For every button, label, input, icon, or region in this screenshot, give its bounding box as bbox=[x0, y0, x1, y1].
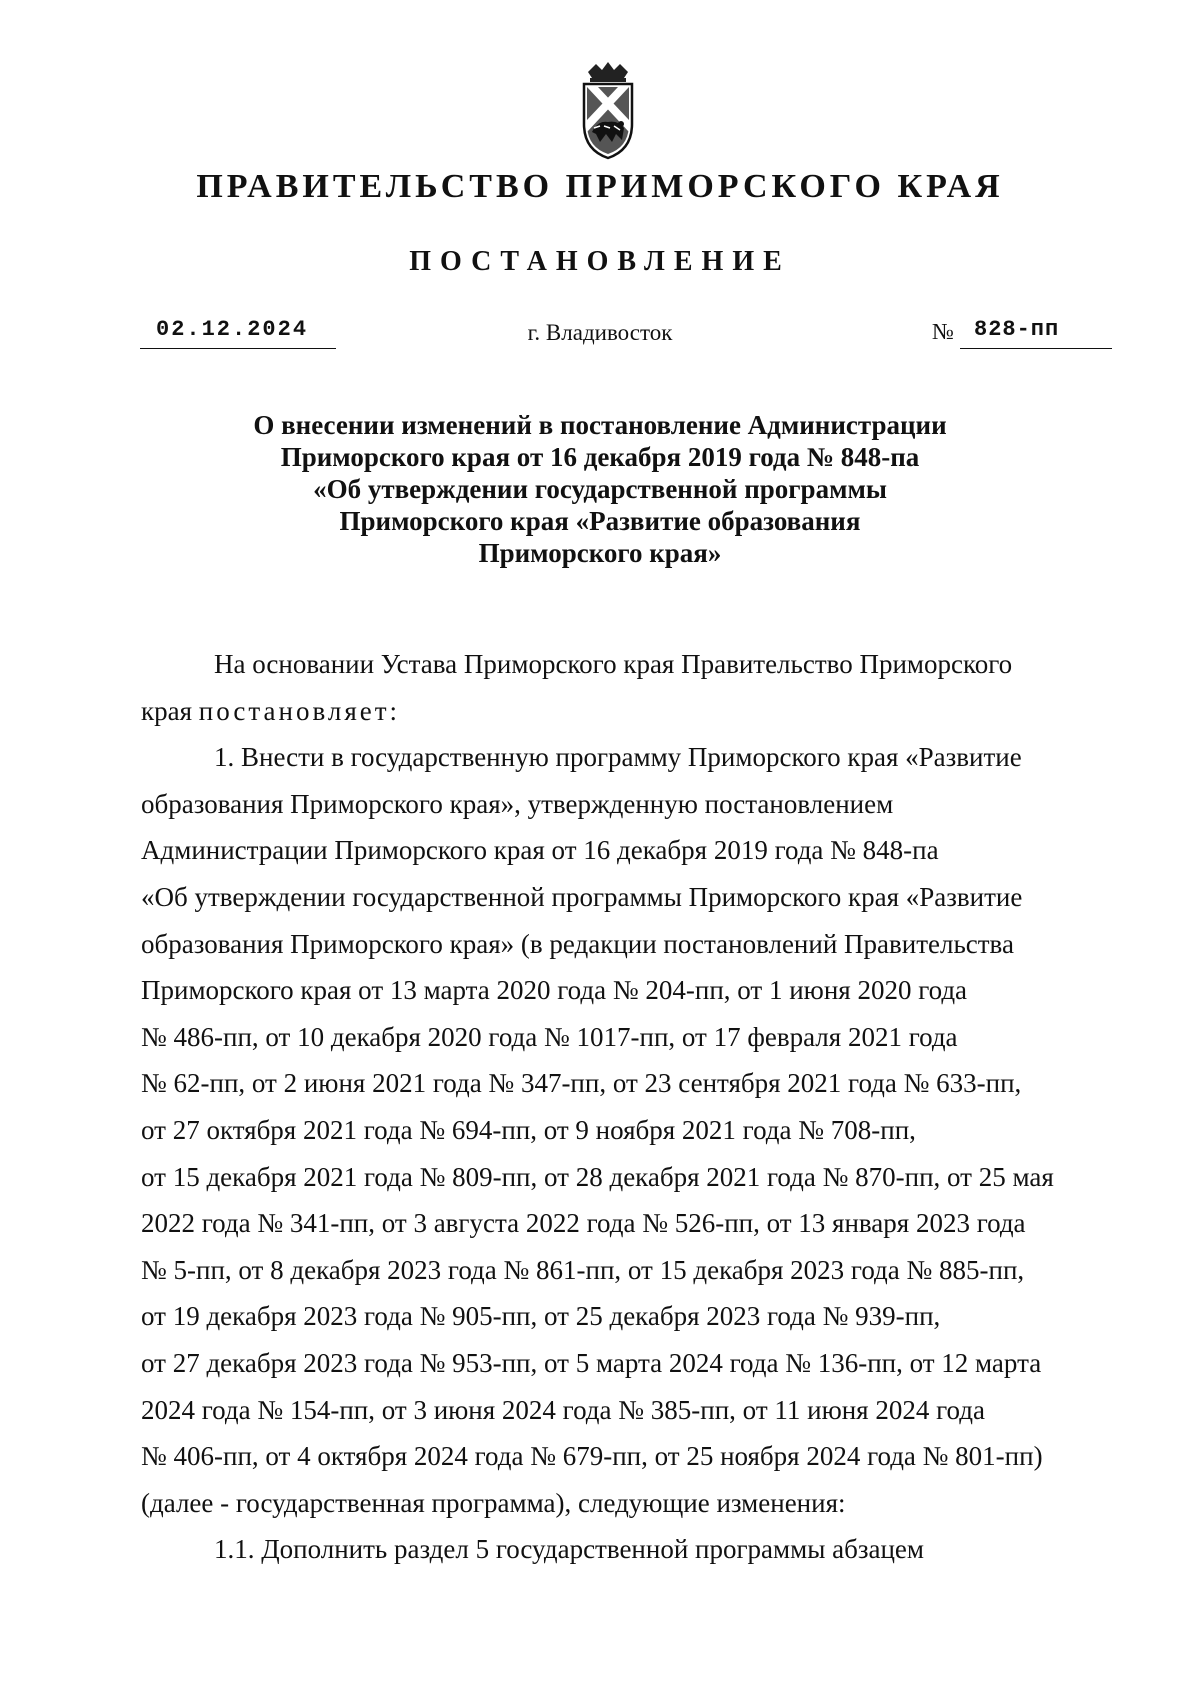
body-line: Приморского края от 13 марта 2020 года № 204-пп, от 1 июня 2020 года bbox=[141, 975, 968, 1006]
document-number: 828-пп bbox=[974, 317, 1060, 342]
body-line: от 15 декабря 2021 года № 809-пп, от 28 декабря 2021 года № 870-пп, от 25 мая bbox=[141, 1161, 1054, 1192]
document-subject bbox=[0, 409, 1200, 569]
body-line bbox=[141, 688, 1108, 735]
body-line: № 486-пп, от 10 декабря 2020 года № 1017-пп, от 17 февраля 2021 года bbox=[141, 1021, 958, 1052]
number-field bbox=[932, 317, 1112, 348]
document-city: г. Владивосток bbox=[527, 320, 673, 345]
body-line: от 27 октября 2021 года № 694-пп, от 9 ноября 2021 года № 708-пп, bbox=[141, 1114, 916, 1145]
body-line: № 62-пп, от 2 июня 2021 года № 347-пп, от 23 сентября 2021 года № 633-пп, bbox=[141, 1068, 1022, 1099]
body-line: образования Приморского края», утвержденную постановлением bbox=[141, 788, 894, 819]
body-line: № 5-пп, от 8 декабря 2023 года № 861-пп, от 15 декабря 2023 года № 885-пп, bbox=[141, 1254, 1025, 1285]
body-line: На основании Устава Приморского края Правительство Приморского bbox=[214, 649, 1013, 679]
subject-line: «Об утверждении государственной программы bbox=[313, 474, 887, 504]
body-line: (далее - государственная программа), следующие изменения: bbox=[141, 1487, 846, 1518]
subject-line: Приморского края» bbox=[478, 538, 722, 568]
body-line: 1.1. Дополнить раздел 5 государственной программы абзацем bbox=[214, 1534, 924, 1565]
body-line: от 27 декабря 2023 года № 953-пп, от 5 марта 2024 года № 136-пп, от 12 марта bbox=[141, 1347, 1042, 1378]
number-sign: № bbox=[932, 319, 954, 344]
body-line: от 19 декабря 2023 года № 905-пп, от 25 декабря 2023 года № 939-пп, bbox=[141, 1301, 941, 1332]
body-line: 1. Внести в государственную программу Приморского края «Развитие bbox=[214, 742, 1022, 773]
document-body bbox=[141, 641, 1108, 1573]
number-underline bbox=[960, 317, 1112, 349]
body-line: 2024 года № 154-пп, от 3 июня 2024 года № 385-пп, от 11 июня 2024 года bbox=[141, 1394, 985, 1425]
document-type: ПОСТАНОВЛЕНИЕ bbox=[409, 246, 791, 277]
subject-line: Приморского края от 16 декабря 2019 года № 848-па bbox=[280, 442, 920, 472]
coat-of-arms-icon bbox=[578, 58, 638, 162]
body-line: «Об утверждении государственной программы Приморского края «Развитие bbox=[141, 881, 1023, 912]
subject-line: О внесении изменений в постановление Администрации bbox=[253, 410, 947, 440]
body-line: 2022 года № 341-пп, от 3 августа 2022 года № 526-пп, от 13 января 2023 года bbox=[141, 1208, 1026, 1239]
body-line: № 406-пп, от 4 октября 2024 года № 679-пп, от 25 ноября 2024 года № 801-пп) bbox=[141, 1441, 1043, 1472]
body-line: Администрации Приморского края от 16 декабря 2019 года № 848-па bbox=[141, 835, 939, 866]
government-title: ПРАВИТЕЛЬСТВО ПРИМОРСКОГО КРАЯ bbox=[196, 168, 1004, 205]
body-line: образования Приморского края» (в редакции постановлений Правительства bbox=[141, 928, 1014, 959]
spaced-keyword: постановляет: bbox=[198, 695, 401, 726]
subject-line: Приморского края «Развитие образования bbox=[339, 506, 861, 536]
document-date: 02.12.2024 bbox=[156, 317, 309, 342]
body-text: края bbox=[141, 695, 199, 726]
